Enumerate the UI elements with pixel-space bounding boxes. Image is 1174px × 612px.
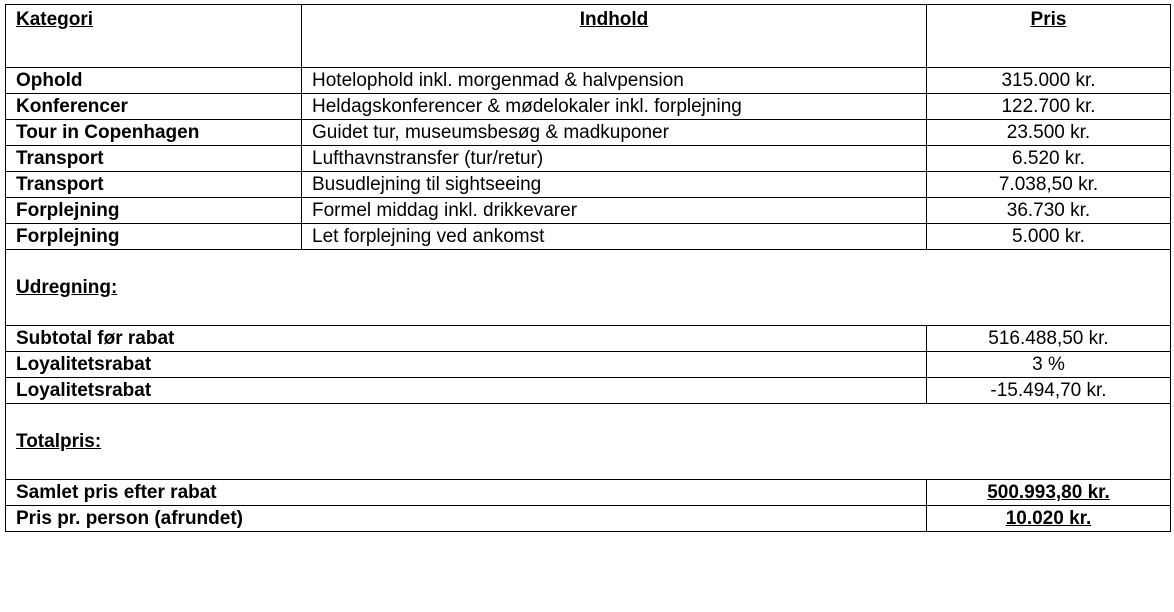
row-category: Konferencer (6, 94, 302, 120)
summary-label: Loyalitetsrabat (6, 378, 927, 404)
row-price: 36.730 kr. (927, 198, 1171, 224)
table-row (6, 146, 1171, 172)
row-category: Forplejning (6, 224, 302, 250)
row-content: Busudlejning til sightseeing (302, 172, 927, 198)
row-price: 7.038,50 kr. (927, 172, 1171, 198)
row-content: Heldagskonferencer & mødelokaler inkl. forplejning (302, 94, 927, 120)
row-content: Formel middag inkl. drikkevarer (302, 198, 927, 224)
summary-row (6, 326, 1171, 352)
header-category: Kategori (6, 5, 302, 68)
calculation-heading: Udregning: (6, 250, 1171, 326)
row-category: Transport (6, 172, 302, 198)
summary-row (6, 352, 1171, 378)
table-row (6, 120, 1171, 146)
total-heading: Totalpris: (6, 404, 1171, 480)
row-category: Tour in Copenhagen (6, 120, 302, 146)
row-content: Hotelophold inkl. morgenmad & halvpension (302, 68, 927, 94)
row-price: 5.000 kr. (927, 224, 1171, 250)
total-row (6, 506, 1171, 532)
calculation-section-row (6, 250, 1171, 326)
row-price: 315.000 kr. (927, 68, 1171, 94)
row-category: Forplejning (6, 198, 302, 224)
total-label: Pris pr. person (afrundet) (6, 506, 927, 532)
total-section-row (6, 404, 1171, 480)
summary-value: -15.494,70 kr. (927, 378, 1171, 404)
table-row (6, 94, 1171, 120)
table-row (6, 224, 1171, 250)
row-content: Guidet tur, museumsbesøg & madkuponer (302, 120, 927, 146)
price-table (5, 4, 1171, 532)
table-header-row (6, 5, 1171, 68)
summary-value: 3 % (927, 352, 1171, 378)
row-category: Ophold (6, 68, 302, 94)
row-price: 122.700 kr. (927, 94, 1171, 120)
table-row (6, 68, 1171, 94)
total-label: Samlet pris efter rabat (6, 480, 927, 506)
row-content: Lufthavnstransfer (tur/retur) (302, 146, 927, 172)
row-content: Let forplejning ved ankomst (302, 224, 927, 250)
row-price: 23.500 kr. (927, 120, 1171, 146)
total-row (6, 480, 1171, 506)
table-row (6, 198, 1171, 224)
row-category: Transport (6, 146, 302, 172)
total-value: 500.993,80 kr. (927, 480, 1171, 506)
header-price: Pris (927, 5, 1171, 68)
summary-label: Loyalitetsrabat (6, 352, 927, 378)
header-content: Indhold (302, 5, 927, 68)
summary-value: 516.488,50 kr. (927, 326, 1171, 352)
summary-row (6, 378, 1171, 404)
table-row (6, 172, 1171, 198)
total-value: 10.020 kr. (927, 506, 1171, 532)
row-price: 6.520 kr. (927, 146, 1171, 172)
summary-label: Subtotal før rabat (6, 326, 927, 352)
